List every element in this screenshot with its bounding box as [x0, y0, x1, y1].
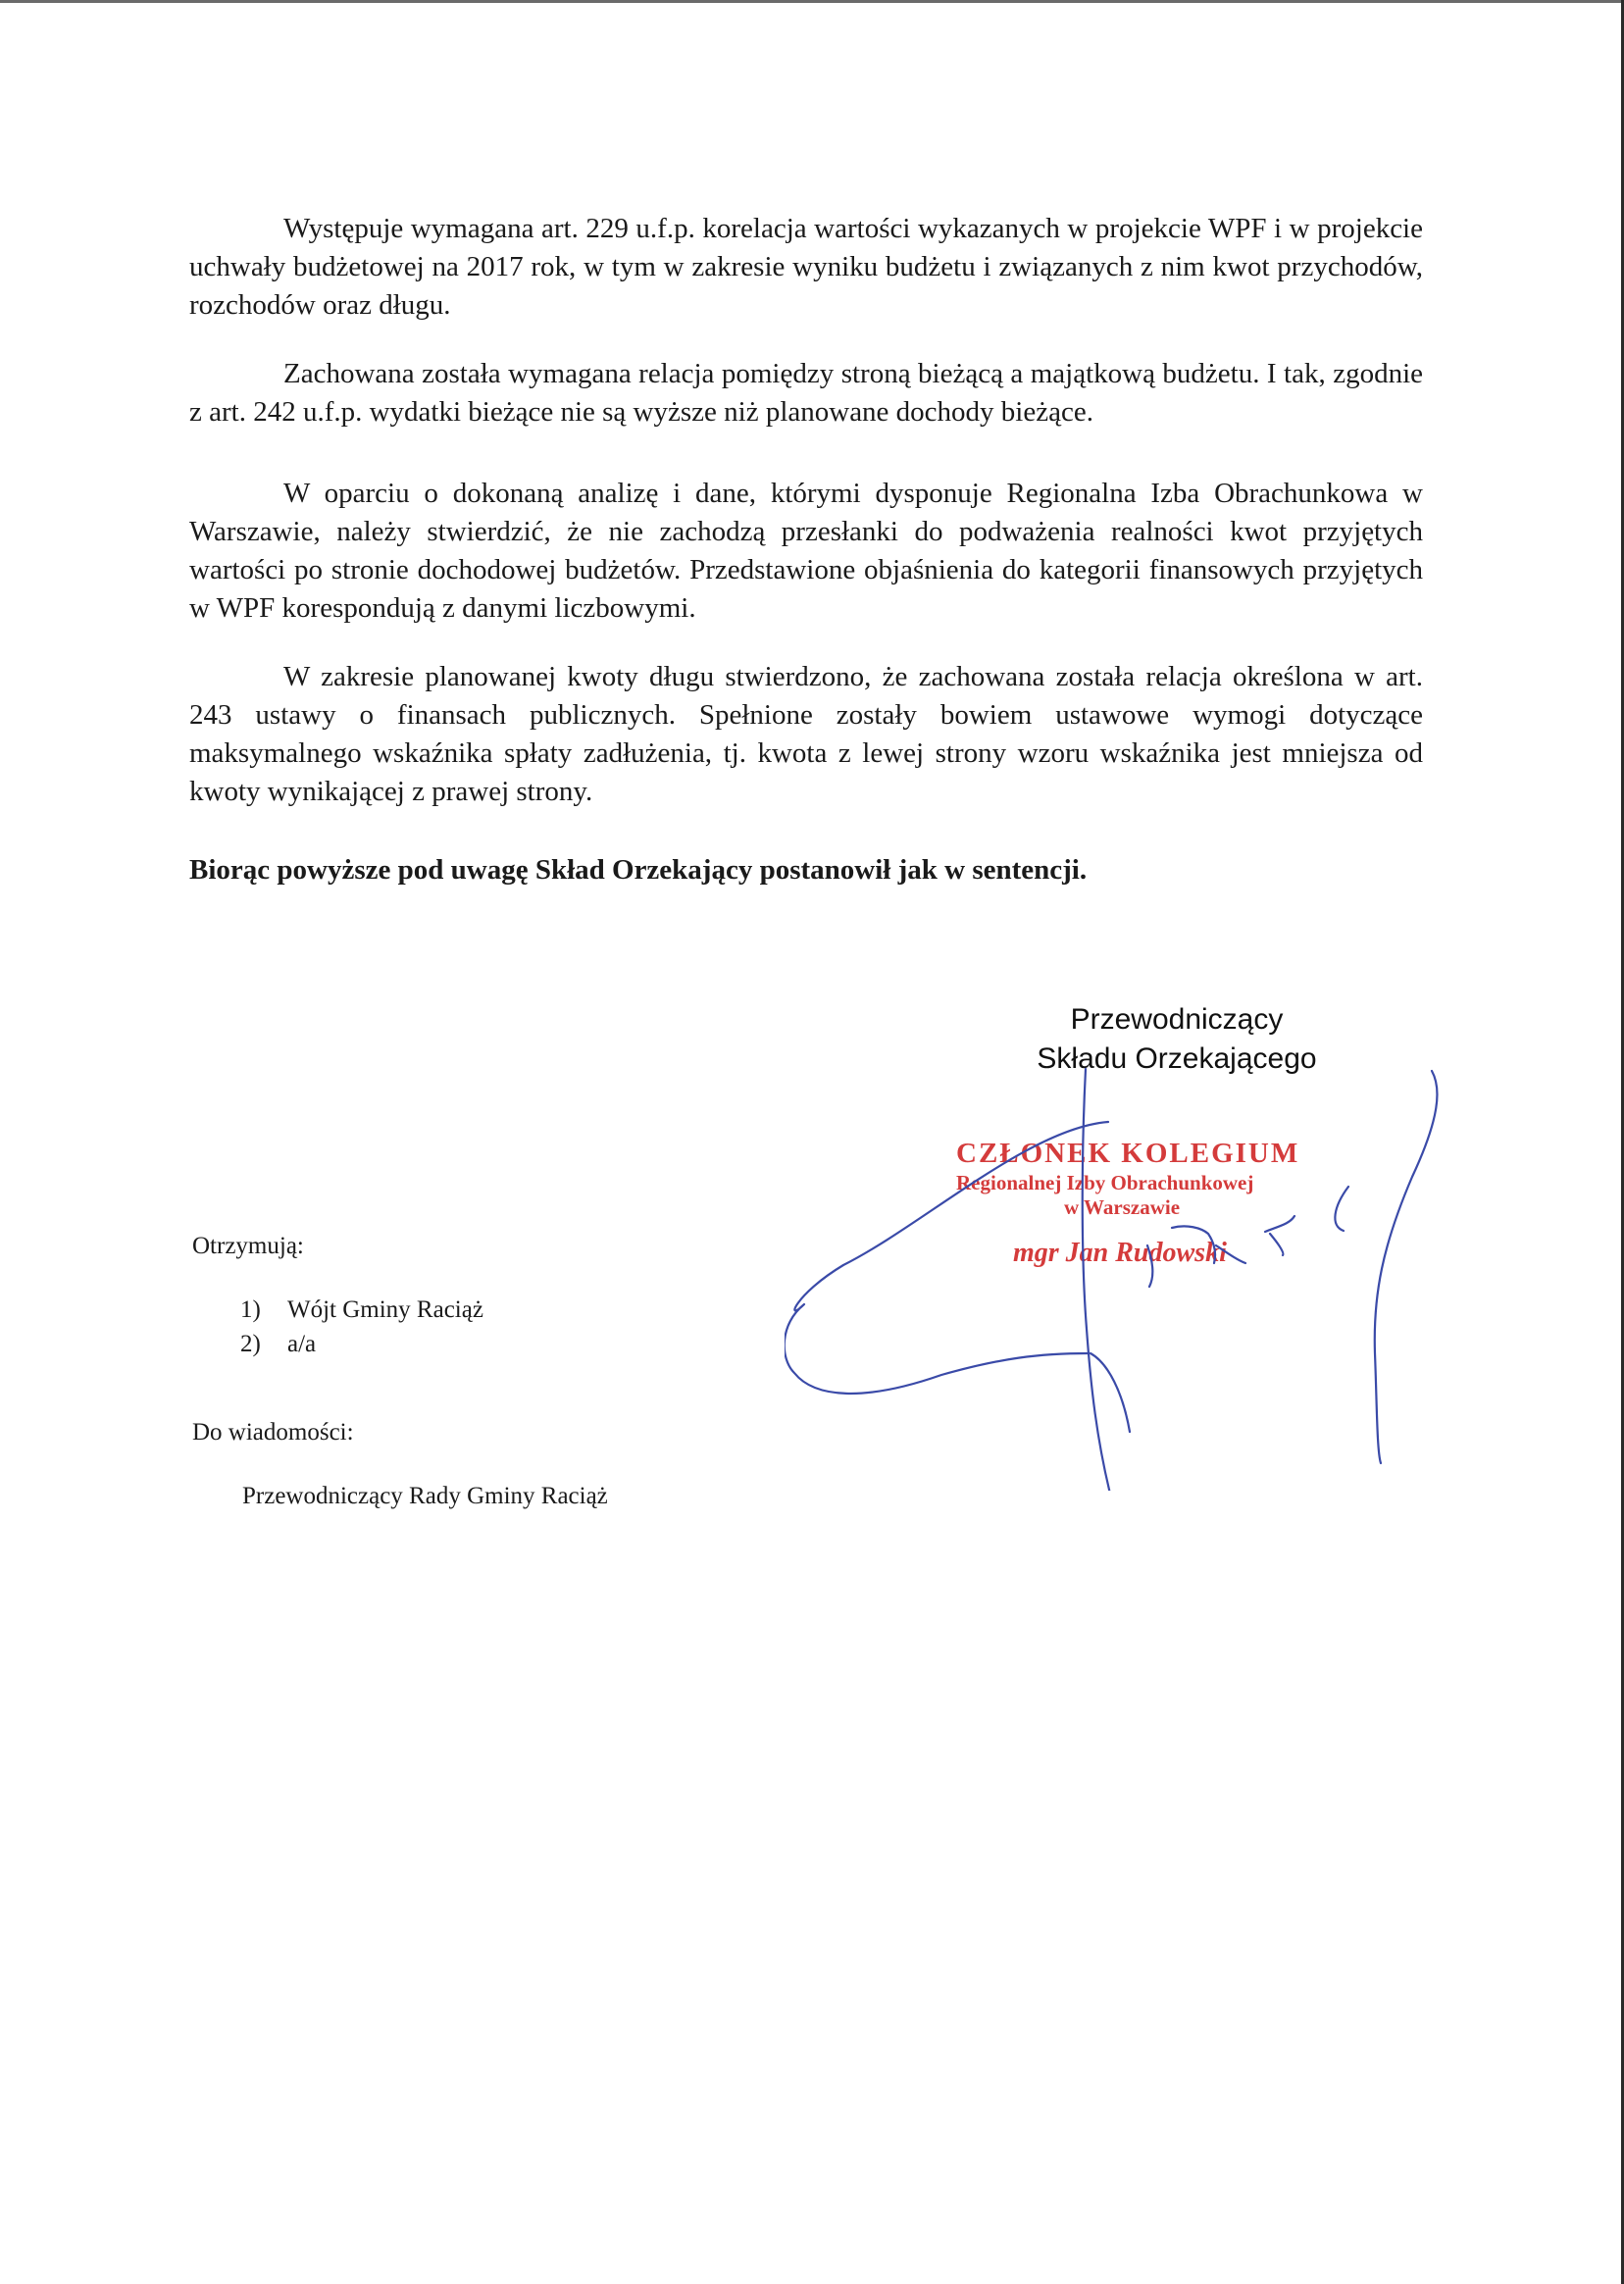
scan-top-edge [0, 0, 1624, 3]
info-label: Do wiadomości: [192, 1419, 354, 1446]
chairperson-line1: Przewodniczący [1070, 1003, 1284, 1036]
handwritten-signature [785, 1059, 1471, 1491]
stamp-title: CZŁONEK KOLEGIUM [956, 1138, 1300, 1169]
info-recipient: Przewodniczący Rady Gminy Raciąż [242, 1483, 608, 1509]
list-item: 2) a/a [240, 1331, 317, 1357]
paragraph-correlation: Występuje wymagana art. 229 u.f.p. korelacja wartości wykazanych w projekcie WPF i w projekcie uchwały budżetowej na 2017 rok, w tym w zakresie wyniku budżetu i związanych z nim kwot przychodów, rozchodów oraz długu. [189, 213, 1423, 321]
stamp-person: mgr Jan Rudowski [1013, 1238, 1227, 1268]
list-item: 1) Wójt Gminy Raciąż [240, 1296, 483, 1323]
conclusion-statement: Biorąc powyższe pod uwagę Skład Orzekający postanowił jak w sentencji. [189, 854, 1088, 886]
stamp-institution: Regionalnej Izby Obrachunkowej [956, 1171, 1254, 1194]
paragraph-budget-relation: Zachowana została wymagana relacja pomiędzy stroną bieżącą a majątkową budżetu. I tak, zgodnie z art. 242 u.f.p. wydatki bieżące nie są wyższe niż planowane dochody bieżące. [189, 358, 1423, 428]
recipients-list [240, 1293, 483, 1361]
stamp-city: w Warszawie [1064, 1195, 1181, 1219]
paragraph-analysis: W oparciu o dokonaną analizę i dane, którymi dysponuje Regionalna Izba Obrachunkowa w Warszawie, należy stwierdzić, że nie zachodzą przesłanki do podważenia realności kwot przyjętych wartości po stronie dochodowej budżetów. Przedstawione objaśnienia do kategorii finansowych przyjętych w WPF korespondują z danymi liczbowymi. [189, 478, 1423, 624]
paragraph-debt: W zakresie planowanej kwoty długu stwierdzono, że zachowana została relacja określona w art. 243 ustawy o finansach publicznych. Spełnione zostały bowiem ustawowe wymogi dotyczące maksymalnego wskaźnika spłaty zadłużenia, tj. kwota z lewej strony wzoru wskaźnika jest mniejsza od kwoty wynikającej z prawej strony. [189, 661, 1423, 807]
recipients-label: Otrzymują: [192, 1233, 304, 1259]
chairperson-line2: Składu Orzekającego [1037, 1042, 1317, 1075]
